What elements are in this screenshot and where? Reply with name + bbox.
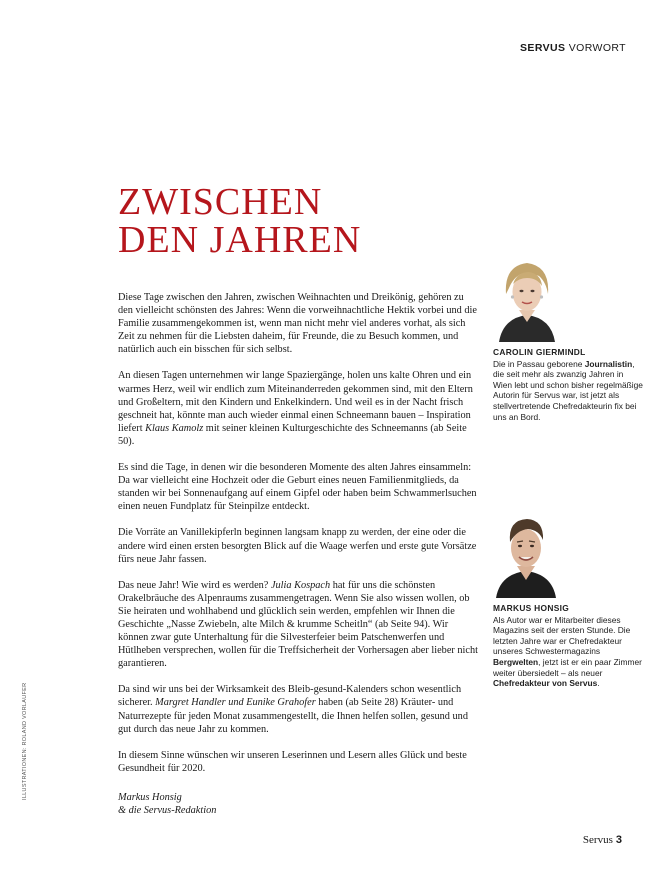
signature-team: & die Servus-Redaktion xyxy=(118,805,217,816)
author-name: MARKUS HONSIG xyxy=(493,603,570,613)
author-mention: Klaus Kamolz xyxy=(145,422,204,434)
author-bio-2: MARKUS HONSIG Als Autor war er Mitarbeiter dieses Magazins seit der ersten Stunde. Die letzten Jahre war er Chefredakteur unseres Schwestermagazins Bergwelten, jetzt ist er ein paar Zimmer weiter übersiedelt – als neuer Chefredakteur von Servus. xyxy=(493,603,642,689)
page-number: 3 xyxy=(615,834,622,846)
paragraph-2: An diesen Tagen unternehmen wir lange Spaziergänge, holen uns kalte Ohren und ein warmes Herz, weil wir endlich zum Miteinanderreden gekommen sind, mit den Eltern und Großeltern, mit den Kindern und Enkelkindern. Und weil es in der Nacht frisch geschneit hat, könnte man auch wieder einmal einen Schneemann bauen – Inspiration liefert Klaus Kamolz mit seiner kleinen Kulturgeschichte des Schneemanns (ab Seite 50). xyxy=(118,370,473,447)
portrait-markus-honsig xyxy=(492,508,560,598)
paragraph-4: Die Vorräte an Vanillekipferln beginnen langsam knapp zu werden, der eine oder die andere wird einen ersten besorgten Blick auf die Waage werfen und erste gute Vorsätze fürs neue Jahr fassen. xyxy=(118,527,477,565)
editorial-body xyxy=(118,291,478,817)
paragraph-1: Diese Tage zwischen den Jahren, zwischen Weihnachten und Dreikönig, gehören zu den vielleicht schönsten des Jahres: Wenn die vorweihnachtliche Hektik vorbei und die Familie zusammengekommen ist, wenn man nicht mehr viel anderes vorhat, als sich Zeit zu nehmen für die Liebsten daheim, für Freunde, die zu Besuch kommen, und natürlich auch ein bisschen für sich selbst. xyxy=(118,292,477,356)
title-line-2: DEN JAHREN xyxy=(118,219,362,261)
author-name: CAROLIN GIERMINDL xyxy=(493,347,586,357)
signature xyxy=(118,791,478,817)
header-section: VORWORT xyxy=(568,42,626,54)
page-footer xyxy=(583,834,622,846)
paragraph-7: In diesem Sinne wünschen wir unseren Leserinnen und Lesern alles Glück und beste Gesundheit für 2020. xyxy=(118,749,467,774)
footer-brand: Servus xyxy=(582,834,613,846)
portrait-carolin-giermindl xyxy=(493,252,561,342)
header-brand: SERVUS xyxy=(520,42,566,54)
author-mention: Margret Handler und Eunike Grahofer xyxy=(155,697,316,709)
author-bio-1: CAROLIN GIERMINDL Die in Passau geborene Journalistin, die seit mehr als zwanzig Jahren in Wien lebt und schon bisher regelmäßige Autorin für Servus war, ist jetzt als stellvertretende Chefredakteurin fix bei uns an Bord. xyxy=(493,347,643,422)
title-line-1: ZWISCHEN xyxy=(118,181,323,223)
signature-name: Markus Honsig xyxy=(118,791,182,803)
illustration-credit: ILLUSTRATIONEN: ROLAND VORLAUFER xyxy=(22,682,28,800)
paragraph-3: Es sind die Tage, in denen wir die besonderen Momente des alten Jahres einsammeln: Da war vielleicht eine Hochzeit oder die Geburt eines neuen Familienmitglieds, da standen wir bei Sonnenaufgang auf einem Gipfel oder haben beim Schwammerlsuchen einen neuen Fundplatz für Steinpilze entdeckt. xyxy=(118,462,477,513)
page-title xyxy=(118,183,361,259)
paragraph-5: Das neue Jahr! Wie wird es werden? Julia Kospach hat für uns die schönsten Orakelbräuche des Alpenraums zusammengetragen. Wenn Sie also wissen wollen, ob Sie heiraten und wohlhabend und glücklich sein werden, empfehlen wir Ihnen die Geschichte „Nasse Zwiebeln, alte Milch & krumme Scheitln“ (ab Seite 94). Wir können zwar gute Unterhaltung für die Silvesterfeier beim Patschenwerfen und Hütlheben versprechen, wollen für die Treffsicherheit der Vorhersagen aber lieber nicht garantieren. xyxy=(118,579,478,670)
paragraph-6: Da sind wir uns bei der Wirksamkeit des Bleib-gesund-Kalenders schon wesentlich sicherer. Margret Handler und Eunike Grahofer haben (ab Seite 28) Kräuter- und Naturrezepte für jeden Monat zusammengestellt, die Ihnen helfen sollen, gesund und gut durch das neue Jahr zu kommen. xyxy=(118,684,468,735)
author-mention: Julia Kospach xyxy=(270,579,331,591)
section-header xyxy=(520,42,626,54)
